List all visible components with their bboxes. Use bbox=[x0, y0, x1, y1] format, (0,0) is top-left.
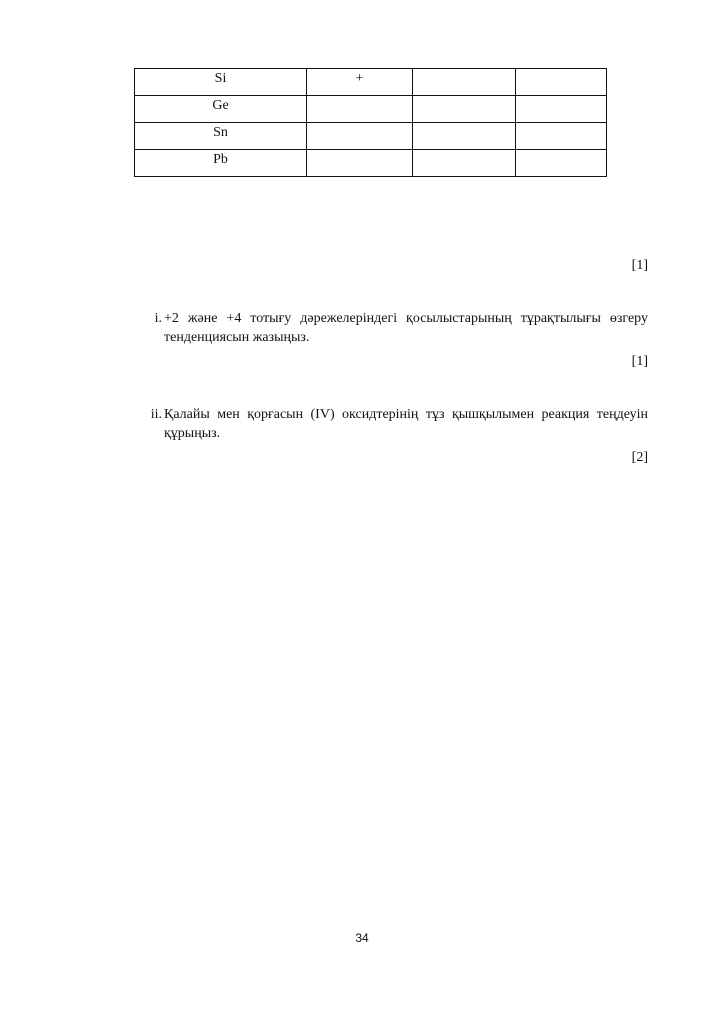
table-row bbox=[135, 150, 607, 177]
table-row bbox=[135, 123, 607, 150]
table-cell bbox=[516, 96, 607, 123]
table-row bbox=[135, 96, 607, 123]
table-row bbox=[135, 69, 607, 96]
table-cell bbox=[307, 96, 413, 123]
table-cell bbox=[413, 123, 516, 150]
question-number: i. bbox=[154, 311, 162, 326]
table-cell bbox=[135, 69, 307, 96]
table-cell bbox=[135, 150, 307, 177]
table-cell bbox=[516, 69, 607, 96]
table-cell bbox=[516, 150, 607, 177]
table-cell bbox=[307, 123, 413, 150]
table-cell bbox=[516, 123, 607, 150]
cell-text: Ge bbox=[212, 98, 229, 113]
cell-text: Sn bbox=[213, 125, 228, 140]
table-cell bbox=[413, 96, 516, 123]
table-cell bbox=[135, 96, 307, 123]
mark-allocation: [1] bbox=[631, 258, 648, 273]
question-ii bbox=[138, 405, 648, 443]
cell-text: Pb bbox=[213, 152, 228, 167]
question-text: +2 және +4 тотығу дәрежелеріндегі қосылыстарының тұрақтылығы өзгеру тенденциясын жазыңыз. bbox=[164, 311, 648, 345]
elements-table bbox=[134, 68, 607, 177]
page-number: 34 bbox=[355, 931, 369, 945]
table-cell bbox=[307, 69, 413, 96]
question-text: Қалайы мен қорғасын (IV) оксидтерінің тұз қышқылымен реакция теңдеуін құрыңыз. bbox=[164, 407, 648, 441]
table-cell bbox=[413, 69, 516, 96]
table-cell bbox=[135, 123, 307, 150]
cell-text: Si bbox=[214, 71, 227, 86]
question-number: ii. bbox=[150, 407, 162, 422]
table-cell bbox=[307, 150, 413, 177]
cell-text: + bbox=[355, 71, 364, 86]
question-i bbox=[138, 309, 648, 347]
mark-allocation: [2] bbox=[631, 450, 648, 465]
mark-allocation: [1] bbox=[631, 354, 648, 369]
table-cell bbox=[413, 150, 516, 177]
